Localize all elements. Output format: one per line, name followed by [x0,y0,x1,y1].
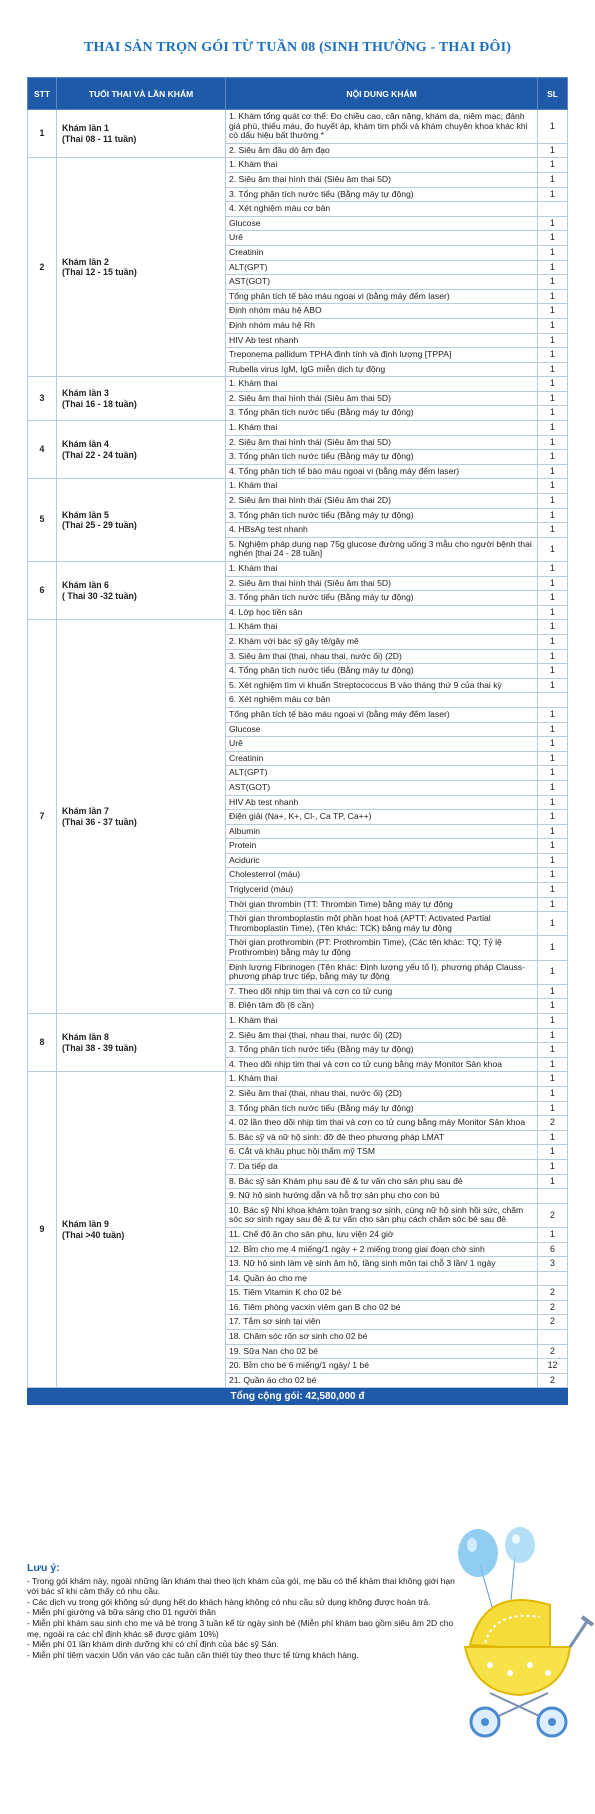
exam-qty: 1 [538,537,568,561]
exam-item: 14. Quần áo cho mẹ [226,1271,538,1286]
exam-qty: 1 [538,1174,568,1189]
visit-number: 8 [28,1014,57,1072]
visit-name: Khám lần 6 [62,580,109,591]
exam-qty: 1 [538,1043,568,1058]
exam-qty: 1 [538,780,568,795]
exam-item: 21. Quần áo cho 02 bé [226,1373,538,1388]
exam-qty: 1 [538,824,568,839]
visit-number: 3 [28,377,57,421]
exam-qty: 2 [538,1203,568,1227]
exam-qty: 1 [538,260,568,275]
visit-label [57,562,226,620]
exam-qty: 1 [538,1145,568,1160]
header-qty: SL [538,78,568,110]
table-row [28,1072,568,1087]
page-title: THAI SẢN TRỌN GÓI TỪ TUẦN 08 (SINH THƯỜNG - THAI ĐÔI) [83,40,512,55]
exam-item: 1. Khám thai [226,562,538,577]
visit-label [57,479,226,562]
visit-number: 6 [28,562,57,620]
visit-label [57,421,226,479]
exam-qty: 1 [538,391,568,406]
exam-qty: 1 [538,1072,568,1087]
exam-item: 2. Siêu âm thai hình thái (Siêu âm thai 5D) [226,576,538,591]
exam-qty: 1 [538,406,568,421]
exam-item: 15. Tiêm Vitamin K cho 02 bé [226,1286,538,1301]
visit-weeks: (Thai 12 - 15 tuần) [62,267,137,278]
table-row [28,562,568,577]
note-line: - Miễn phí 01 lần khám dinh dưỡng khi có chỉ định của bác sỹ Sản. [27,1639,279,1650]
exam-item: 18. Chăm sóc rốn sơ sinh cho 02 bé [226,1330,538,1345]
table-row [28,110,568,144]
exam-qty: 1 [538,649,568,664]
table-row [28,479,568,494]
visit-label [57,620,226,1014]
exam-qty: 1 [538,464,568,479]
note-line: - Miễn phí giường và bữa sáng cho 01 người thân [27,1607,216,1618]
exam-item: 4. Tổng phân tích tế bào máu ngoại vi (bằng máy đếm laser) [226,464,538,479]
visit-number: 9 [28,1072,57,1388]
visit-number: 7 [28,620,57,1014]
visit-weeks: (Thai 25 - 29 tuần) [62,520,137,531]
exam-qty: 1 [538,1057,568,1072]
exam-qty: 1 [538,318,568,333]
visit-label [57,1014,226,1072]
exam-qty: 1 [538,853,568,868]
table-row [28,620,568,635]
exam-item: ALT(GPT) [226,766,538,781]
note-line: - Miễn phí tiêm vacxin Uốn ván vào các tuần cần thiết tùy theo thực tế từng khách hàng. [27,1649,359,1660]
exam-qty: 1 [538,1130,568,1145]
exam-item: Điện giải (Na+, K+, Cl-, Ca TP, Ca++) [226,810,538,825]
exam-item: 2. Siêu âm thai hình thái (Siêu âm thai 5D) [226,172,538,187]
exam-qty: 1 [538,421,568,436]
exam-item: 3. Tổng phân tích nước tiểu (Bằng máy tự động) [226,187,538,202]
exam-qty [538,202,568,217]
table-header-row [28,78,568,110]
visit-weeks: (Thai 08 - 11 tuần) [62,133,137,144]
exam-item: 9. Nữ hộ sinh hướng dẫn và hỗ trợ sản phụ cho con bú [226,1189,538,1204]
package-table [27,77,568,1405]
exam-item: 4. Xét nghiệm máu cơ bản [226,202,538,217]
exam-item: Định lượng Fibrinogen (Tên khác: Định lượng yếu tố I), phương pháp Clauss- phương pháp trực tiếp, bằng máy tự động [226,960,538,984]
exam-item: Thời gian prothrombin (PT: Prothrombin Time), (Các tên khác: TQ; Tỷ lệ Prothrombin) bằng máy tự động [226,936,538,960]
exam-item: Định nhóm máu hệ ABO [226,304,538,319]
exam-item: 3. Tổng phân tích nước tiểu (Bằng máy tự động) [226,1101,538,1116]
exam-qty: 1 [538,912,568,936]
exam-qty: 1 [538,362,568,377]
exam-item: 1. Khám thai [226,479,538,494]
notes-title: Lưu ý: [27,1562,60,1574]
exam-item: AST(GOT) [226,275,538,290]
table-row [28,421,568,436]
note-line: - Các dịch vụ trong gói không sử dụng hết do khách hàng không có nhu cầu sử dụng không được hoàn trả. [27,1596,431,1607]
exam-qty [538,1189,568,1204]
exam-qty: 1 [538,494,568,509]
exam-item: 4. Tổng phân tích nước tiểu (Bằng máy tự động) [226,664,538,679]
exam-item: 2. Siêu âm đầu dò âm đạo [226,143,538,158]
exam-item: 6. Xét nghiệm máu cơ bản [226,693,538,708]
exam-qty: 1 [538,591,568,606]
visit-weeks: (Thai 38 - 39 tuần) [62,1042,137,1053]
exam-qty [538,1271,568,1286]
exam-qty: 2 [538,1300,568,1315]
exam-qty: 1 [538,620,568,635]
exam-item: 3. Siêu âm thai (thai, nhau thai, nước ối) (2D) [226,649,538,664]
exam-item: 19. Sữa Nan cho 02 bé [226,1344,538,1359]
exam-item: 2. Siêu âm thai hình thái (Siêu âm thai 2D) [226,494,538,509]
exam-item: 3. Tổng phân tích nước tiểu (Bằng máy tự động) [226,450,538,465]
exam-qty: 6 [538,1242,568,1257]
exam-qty [538,693,568,708]
exam-qty: 1 [538,751,568,766]
exam-item: 2. Khám với bác sỹ gây tê/gây mê [226,634,538,649]
exam-item: Glucose [226,722,538,737]
exam-item: 4. HBsAg test nhanh [226,523,538,538]
exam-item: 2. Siêu âm thai (thai, nhau thai, nước ối) (2D) [226,1028,538,1043]
exam-item: Thời gian thromboplastin một phần hoạt hoá (APTT: Activated Partial Thromboplastin Time), (Tên khác: TCK) bằng máy tự động [226,912,538,936]
exam-item: 10. Bác sỹ Nhi khoa khám toàn trạng sơ sinh, cùng nữ hộ sinh hồi sức, chăm sóc sơ sinh ngay sau đẻ & tư vấn cho sản phụ cách chăm sóc bé sau đẻ [226,1203,538,1227]
exam-item: 17. Tắm sơ sinh tại viện [226,1315,538,1330]
exam-qty: 1 [538,143,568,158]
exam-qty: 1 [538,984,568,999]
exam-qty: 1 [538,678,568,693]
total-price: Tổng cộng gói: 42,580,000 đ [28,1388,568,1405]
exam-item: 3. Tổng phân tích nước tiểu (Bằng máy tự động) [226,406,538,421]
exam-item: Protein [226,839,538,854]
header-visit: TUỔI THAI VÀ LẦN KHÁM [57,78,226,110]
exam-item: 5. Xét nghiệm tìm vi khuẩn Streptococcus B vào tháng thứ 9 của thai kỳ [226,678,538,693]
package-table-wrapper [27,77,567,1405]
exam-qty: 1 [538,562,568,577]
visit-name: Khám lần 1 [62,123,109,134]
exam-item: Creatinin [226,245,538,260]
exam-item: HIV Ab test nhanh [226,795,538,810]
exam-qty: 1 [538,1227,568,1242]
exam-qty: 1 [538,187,568,202]
visit-weeks: ( Thai 30 -32 tuần) [62,590,137,601]
exam-item: HIV Ab test nhanh [226,333,538,348]
exam-item: 1. Khám thai [226,1014,538,1029]
visit-name: Khám lần 7 [62,806,109,817]
visit-label [57,110,226,158]
exam-item: Tổng phân tích tế bào máu ngoại vi (bằng máy đếm laser) [226,289,538,304]
exam-qty: 1 [538,1101,568,1116]
exam-qty: 1 [538,605,568,620]
exam-qty: 1 [538,839,568,854]
exam-item: 8. Điện tâm đồ (6 cần) [226,999,538,1014]
table-row [28,377,568,392]
visit-weeks: (Thai >40 tuần) [62,1229,125,1240]
exam-item: Albumin [226,824,538,839]
exam-item: 4. 02 lần theo dõi nhịp tim thai và cơn co tử cung bằng máy Monitor Sản khoa [226,1116,538,1131]
visit-number: 5 [28,479,57,562]
total-row [28,1388,568,1405]
exam-item: 2. Siêu âm thai (thai, nhau thai, nước ối) (2D) [226,1086,538,1101]
exam-qty: 1 [538,377,568,392]
exam-item: Cholesterrol (máu) [226,868,538,883]
exam-qty: 1 [538,634,568,649]
exam-qty: 1 [538,576,568,591]
exam-qty: 1 [538,333,568,348]
exam-qty: 1 [538,1159,568,1174]
exam-item: 4. Lớp học tiền sản [226,605,538,620]
exam-qty: 1 [538,737,568,752]
exam-qty: 2 [538,1286,568,1301]
exam-qty: 1 [538,883,568,898]
exam-qty: 1 [538,897,568,912]
exam-qty: 1 [538,795,568,810]
visit-label [57,377,226,421]
visit-name: Khám lần 9 [62,1219,109,1230]
exam-item: Aciduric [226,853,538,868]
exam-item: 5. Nghiệm pháp dung nạp 75g glucose đường uống 3 mẫu cho người bệnh thai nghén [thai 24 - 28 tuần] [226,537,538,561]
exam-item: 5. Bác sỹ và nữ hộ sinh: đỡ đẻ theo phương pháp LMAT [226,1130,538,1145]
exam-item: 4. Theo dõi nhịp tim thai và cơn co tử cung bằng máy Monitor Sản khoa [226,1057,538,1072]
exam-qty: 1 [538,216,568,231]
exam-item: Tổng phân tích tế bào máu ngoại vi (bằng máy đếm laser) [226,707,538,722]
exam-item: AST(GOT) [226,780,538,795]
exam-qty: 1 [538,479,568,494]
exam-qty: 1 [538,722,568,737]
exam-qty: 1 [538,289,568,304]
table-row [28,1014,568,1029]
exam-item: 1. Khám tổng quát cơ thể: Đo chiều cao, cân nặng, khám da, niêm mạc; đánh giá phù, thiếu máu, đo huyết áp, khám tim phổi và khám chuyên khoa khác khi có dấu hiệu bất thường * [226,110,538,144]
exam-item: 1. Khám thai [226,620,538,635]
visit-name: Khám lần 4 [62,439,109,450]
visit-name: Khám lần 8 [62,1032,109,1043]
exam-item: 3. Tổng phân tích nước tiểu (Bằng máy tự động) [226,591,538,606]
visit-number: 1 [28,110,57,158]
exam-item: Rubella virus IgM, IgG miễn dịch tự động [226,362,538,377]
exam-qty: 1 [538,999,568,1014]
exam-qty [538,1330,568,1345]
exam-item: 13. Nữ hộ sinh làm vệ sinh âm hộ, tầng sinh môn tại chỗ 3 lần/ 1 ngày [226,1257,538,1272]
exam-item: 20. Bỉm cho bé 6 miếng/1 ngày/ 1 bé [226,1359,538,1374]
exam-item: Urê [226,231,538,246]
exam-item: Urê [226,737,538,752]
visit-number: 4 [28,421,57,479]
exam-qty: 1 [538,435,568,450]
table-body [28,110,568,1388]
visit-weeks: (Thai 36 - 37 tuần) [62,816,137,827]
exam-qty: 3 [538,1257,568,1272]
exam-qty: 2 [538,1344,568,1359]
exam-qty: 1 [538,172,568,187]
visit-name: Khám lần 3 [62,388,109,399]
note-line: - Miễn phí khám sau sinh cho mẹ và bé trong 3 tuần kể từ ngày sinh bé (Miễn phí khám bao gồm siêu âm 2D cho mẹ, ngoài ra các chỉ định khác sẽ được giảm 10%) [27,1617,454,1639]
exam-item: 3. Tổng phân tích nước tiểu (Bằng máy tự động) [226,1043,538,1058]
notes-section [27,1563,467,1660]
exam-qty: 2 [538,1315,568,1330]
header-stt: STT [28,78,57,110]
exam-qty: 1 [538,231,568,246]
exam-item: 16. Tiêm phòng vacxin viêm gan B cho 02 bé [226,1300,538,1315]
table-row [28,158,568,173]
exam-item: Triglycerid (máu) [226,883,538,898]
exam-qty: 1 [538,960,568,984]
visit-weeks: (Thai 22 - 24 tuần) [62,449,137,460]
exam-qty: 1 [538,245,568,260]
exam-qty: 1 [538,664,568,679]
exam-qty: 1 [538,766,568,781]
exam-item: Glucose [226,216,538,231]
exam-item: ALT(GPT) [226,260,538,275]
exam-item: Thời gian thrombin (TT: Thrombin Time) bằng máy tự động [226,897,538,912]
exam-qty: 12 [538,1359,568,1374]
exam-item: 1. Khám thai [226,1072,538,1087]
exam-item: 6. Cắt và khâu phục hồi thẩm mỹ TSM [226,1145,538,1160]
baby-stroller-with-balloons-icon [430,1525,595,1740]
exam-item: 11. Chế độ ăn cho sản phụ, lưu viện 24 giờ [226,1227,538,1242]
exam-qty: 1 [538,275,568,290]
visit-label [57,1072,226,1388]
exam-item: Định nhóm máu hệ Rh [226,318,538,333]
exam-item: 1. Khám thai [226,377,538,392]
exam-item: 1. Khám thai [226,158,538,173]
exam-item: 3. Tổng phân tích nước tiểu (Bằng máy tự động) [226,508,538,523]
exam-qty: 1 [538,1086,568,1101]
visit-label [57,158,226,377]
visit-name: Khám lần 5 [62,509,109,520]
exam-qty: 1 [538,508,568,523]
exam-qty: 1 [538,1014,568,1029]
visit-number: 2 [28,158,57,377]
visit-weeks: (Thai 16 - 18 tuần) [62,398,137,409]
exam-qty: 1 [538,810,568,825]
exam-qty: 1 [538,158,568,173]
exam-qty: 1 [538,110,568,144]
notes-list [27,1576,467,1661]
exam-item: Treponema pallidum TPHA định tính và định lượng [TPPA] [226,348,538,363]
exam-item: 8. Bác sỹ sản Khám phụ sau đẻ & tư vấn cho sản phụ sau đẻ [226,1174,538,1189]
exam-item: 7. Theo dõi nhịp tim thai và cơn co tử cung [226,984,538,999]
exam-qty: 1 [538,348,568,363]
exam-qty: 2 [538,1116,568,1131]
exam-qty: 1 [538,523,568,538]
exam-qty: 1 [538,707,568,722]
exam-qty: 1 [538,304,568,319]
exam-item: 1. Khám thai [226,421,538,436]
exam-item: 7. Da tiếp da [226,1159,538,1174]
note-line: - Trong gói khám này, ngoài những lần khám thai theo lịch khám của gói, mẹ bầu có thể khám thai không giới hạn với bác sĩ khi cảm thấy có nhu cầu. [27,1575,455,1597]
exam-qty: 2 [538,1373,568,1388]
exam-item: Creatinin [226,751,538,766]
exam-qty: 1 [538,936,568,960]
exam-item: 12. Bỉm cho mẹ 4 miếng/1 ngày + 2 miếng trong giai đoạn chờ sinh [226,1242,538,1257]
exam-qty: 1 [538,450,568,465]
exam-item: 2. Siêu âm thai hình thái (Siêu âm thai 5D) [226,435,538,450]
exam-qty: 1 [538,1028,568,1043]
header-content: NỘI DUNG KHÁM [226,78,538,110]
exam-qty: 1 [538,868,568,883]
exam-item: 2. Siêu âm thai hình thái (Siêu âm thai 5D) [226,391,538,406]
visit-name: Khám lần 2 [62,256,109,267]
